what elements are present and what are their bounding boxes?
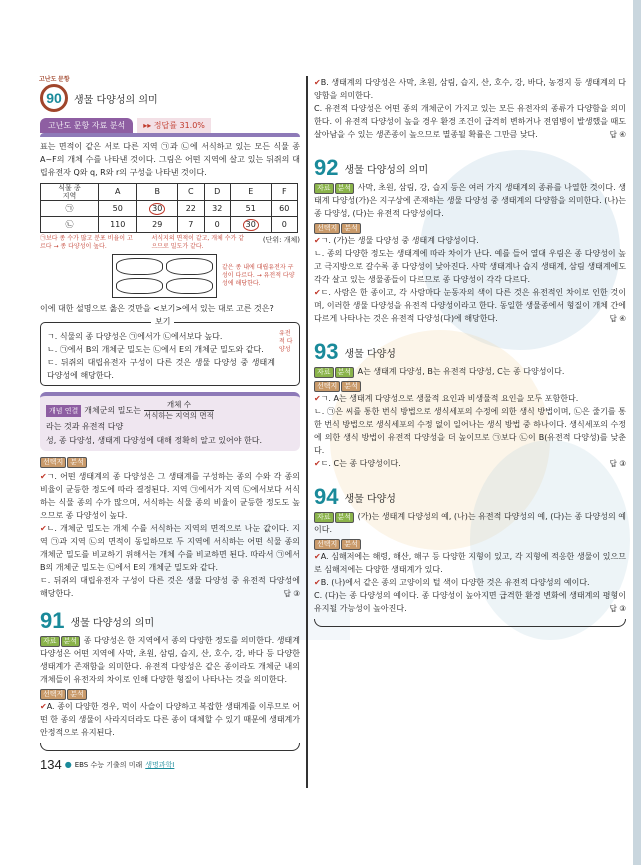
- question-stem: 표는 면적이 같은 서로 다른 지역 ㉠과 ㉡에 서식하고 있는 모든 식물 종 A~F의 개체 수를 나타낸 것이다. 그림은 어떤 지역에 살고 있는 뒤쥐의 대립유전자 Q와 q, R와 r의 구성을 나타낸 것이다.: [40, 142, 300, 177]
- shrew-icon: [166, 278, 213, 295]
- footer: 134 ● EBS 수능 기출의 미래 생명과학Ⅰ: [40, 757, 175, 772]
- question-92: 92 생물 다양성의 의미 자료 분석 사막, 초원, 삼림, 강, 습지 등은 여러 가지 생태계의 종류를 나열한 것이다. 생태계 다양성(가)은 지구상에 존재하는 생물 다양성 중 생태계의 다양함을 의미한다. (나)는 종 다양성, (다)는 유전적 다양성이다. 선택지 분석 ✔ㄱ. (가)는 생물 다양성 중 생태계 다양성이다. ㄴ. 종의 다양한 정도는 생태계에 따라 차이가 난다. 예를 들어 열대 우림은 종 다양성이 높고 극지방으로 갈수록 종 다양성이 낮아진다. 사막 생태계나 습지 생태계, 삼림 생태계에도 각각 살고 있는 생물종들이 다르므로 종 다양성이 각각 다르다. ✔ㄷ. 사람은 한 종이고, 각 사람마다 눈동자의 색이 다른 것은 유전적인 차이로 인한 것이며, 이러한 생물 다양성을 유전적 다양성이라고 한다. 동일한 생물종에서 형질이 개체 간에 다르게 나타나는 것은 유전적 다양성(다)에 해당한다. 답 ④: [314, 155, 626, 323]
- bogi-item: ㄴ. ㉠에서 B의 개체군 밀도는 ㉡에서 E의 개체군 밀도와 같다.: [47, 345, 264, 354]
- bogi-item: ㄷ. 뒤쥐의 대립유전자 구성이 다른 것은 생물 다양성 중 생태계 다양성에 해당한다.: [47, 358, 275, 380]
- choice-explanation: ✔A. 심해저에는 해령, 해산, 해구 등 다양한 지형이 있고, 각 지형에 적응한 생물이 있으므로 심해저에는 다양한 생태계가 있다.: [314, 552, 626, 574]
- choice-explanation: ✔ㄱ. 어떤 생태계의 종 다양성은 그 생태계를 구성하는 종의 수와 각 종의 비율이 균등한 정도에 따라 결정된다. 지역 ㉠에서가 지역 ㉡에서보다 서식하는 식물 종의 수가 많으며, 서식하는 식물 종의 비율이 균등한 정도도 높으므로 종 다양성이 높다.: [40, 472, 300, 520]
- question-prompt: 이에 대한 설명으로 옳은 것만을 <보기>에서 있는 대로 고른 것은?: [40, 304, 274, 313]
- annotation: 같은 종 내에 대립유전자 구성이 다르다. → 유전적 다양성에 해당한다.: [222, 264, 295, 287]
- concept-tip-box: 개념 연결 개체군의 밀도는 개체 수 서식하는 지역의 면적 라는 것과 유전적 다양 성, 종 다양성, 생태계 다양성에 대해 정확히 알고 있어야 한다.: [40, 392, 300, 451]
- question-number-badge: 90 고난도 문항: [40, 84, 68, 112]
- shrew-icon: [116, 258, 163, 275]
- answer: 답 ③: [609, 604, 626, 613]
- choice-explanation: ✔B. (나)에서 같은 종의 고양이의 털 색이 다양한 것은 유전적 다양성의 예이다.: [314, 578, 590, 587]
- answer: 답 ④: [609, 130, 626, 139]
- data-analysis: 자료 분석 (가)는 생태계 다양성의 예, (나)는 유전적 다양성의 예, (다)는 종 다양성의 예이다.: [314, 512, 626, 534]
- right-column: [314, 76, 626, 627]
- table-row: ㉡ 110 29 7 0 30 0: [41, 217, 298, 233]
- question-title: 생물 다양성의 의미: [74, 95, 158, 106]
- difficulty-badge: 고난도 문항: [39, 77, 70, 83]
- table-row: ㉠ 50 30 22 32 51 60: [41, 201, 298, 217]
- column-divider: [306, 76, 308, 788]
- bogi-box: [40, 317, 300, 386]
- annotation: ㉠보다 종 수가 많고 분포 비율이 고르다 → 종 다양성이 높다.: [40, 235, 133, 250]
- question-90: 90 고난도 문항 생물 다양성의 의미 고난도 문항 자료 분석 ▸▸ 정답률 31.0% 표는 면적이 같은 서로 다른 지역 ㉠과 ㉡에 서식하고 있는 모든 식물 종 A~F의 개체 수를 나타낸 것이다. 그림은 어떤 지역에 살고 있는 뒤쥐의 대립유전자 Q와 q, R와 r의 구성을 나타낸 것이다. 식물 종 지역 A B C D E F ㉠ 50 30 22 32 51 60 ㉡ 110 29 7 0 30 0 ㉠보다 종 수가 많고 분포 비율이 고르다 → 종 다양성이 높다. 서식지의 면적이 같고, 개체 수가 같으므로 밀도가 같다. (단위: 개체) 같은 종 내에 대립유전자 구성이 다르다. → 유전적 다양성에 해당한다. 이에 대한 설명으로 옳은 것만을 <보기>에서 있는 대로 고른 것은? 보기 ㄱ. 식물의 종 다양성은 ㉠에서가 ㉡에서보다 높다. ㄴ. ㉠에서 B의 개체군 밀도는 ㉡에서 E의 개체군 밀도와 같다. ㄷ. 뒤쥐의 대립유전자 구성이 다른 것은 생물 다양성 중 생태계 다양성에 해당한다. 유전적 다양성 개념 연결 개체군의 밀도는 개체 수 서식하는 지역의 면적 라는 것과 유전적 다양 성, 종 다양성, 생태계 다양성에 대해 정확히 알고 있어야 한다. 선택지 분석 ✔ㄱ. 어떤 생태계의 종 다양성은 그 생태계를 구성하는 종의 수와 각 종의 비율이 균등한 정도에 따라 결정된다. 지역 ㉠에서가 지역 ㉡에서보다 서식하는 식물 종의 수가 많으며, 서식하는 식물 종의 비율이 균등한 정도도 높으므로 종 다양성이 높다. ✔ㄴ. 개체군 밀도는 개체 수를 서식하는 지역의 면적으로 나눈 값이다. 지역 ㉠과 지역 ㉡의 면적이 동일하므로 두 지역에 서식하는 어떤 식물 종의 개체군 밀도를 비교하기 위해서는 개체 수를 비교하면 된다. 따라서 ㉠에서 B의 개체군 밀도는 ㉡에서 E의 개체군 밀도와 같다. ㄷ. 뒤쥐의 대립유전자 구성이 다른 것은 생물 다양성 중 유전적 다양성에 해당한다. 답 ③: [39, 77, 300, 598]
- choice-explanation: ✔ㄱ. A는 생태계 다양성으로 생물적 요인과 비생물적 요인을 모두 포함한다.: [314, 394, 579, 403]
- check-icon: ✔: [314, 288, 321, 297]
- data-analysis: 자료 분석 종 다양성은 한 지역에서 종의 다양한 정도를 의미한다. 생태계 다양성은 어떤 지역에 사막, 초원, 삼림, 습지, 산, 호수, 강, 바다 등 다양한 생태계가 존재함을 의미한다. 유전적 다양성은 같은 종이라도 개체군 내의 개체들이 유전자의 차이로 인해 다양한 형질이 나타나는 것을 의미한다.: [40, 636, 300, 684]
- page-number: 134: [40, 757, 62, 772]
- choice-explanation: ✔ㄷ. 사람은 한 종이고, 각 사람마다 눈동자의 색이 다른 것은 유전적인 차이로 인한 것이며, 이러한 생물 다양성을 유전적 다양성이라고 한다. 동일한 생물종에서 형질이 개체 간에 다르게 나타나는 것은 유전적 다양성(다)에 해당한다. 답 ④: [314, 288, 626, 323]
- bogi-item: ㄱ. 식물의 종 다양성은 ㉠에서가 ㉡에서보다 높다.: [47, 332, 223, 341]
- choice-explanation: ㄴ. ㉠은 씨를 통한 번식 방법으로 생식세포의 수정에 의한 생식 방법이며, ㉡은 줄기를 통한 번식 방법으로 생식세포의 수정 없이 일어나는 생식 방법 중 하나이다. 생식세포의 수정에 의한 생식 방법이 유전적 다양성을 더 높이므로 ㉠보다 ㉡이 B(유전적 다양성)를 낮춘다.: [314, 407, 626, 455]
- data-table: 식물 종 지역 A B C D E F ㉠ 50 30 22 32 51 60 ㉡ 110 29 7 0 30 0: [40, 183, 298, 233]
- data-analysis: 자료 분석 A는 생태계 다양성, B는 유전적 다양성, C는 종 다양성이다.: [314, 365, 626, 378]
- page-edge-strip: [633, 0, 641, 865]
- tip-label: 개념 연결: [46, 405, 81, 417]
- check-icon: ✔: [40, 524, 47, 533]
- check-icon: ✔: [40, 472, 47, 481]
- choice-explanation: ㄷ. 뒤쥐의 대립유전자 구성이 다른 것은 생물 다양성 중 유전적 다양성에 해당한다. 답 ③: [40, 576, 300, 598]
- choice-explanation: C. 유전적 다양성은 어떤 종의 개체군이 가지고 있는 모든 유전자의 종류가 다양함을 의미한다. 이 유전적 다양성이 높을 경우 환경 조건이 급격히 변하거나 전염병이 발생했을 때도 살아남을 수 있는 생존종이 높으므로 멸종될 확률은 그만큼 낮다. 답 ④: [314, 104, 626, 139]
- question-93: 93 생물 다양성 자료 분석 A는 생태계 다양성, B는 유전적 다양성, C는 종 다양성이다. 선택지 분석 ✔ㄱ. A는 생태계 다양성으로 생물적 요인과 비생물적 요인을 모두 포함한다. ㄴ. ㉠은 씨를 통한 번식 방법으로 생식세포의 수정에 의한 생식 방법이며, ㉡은 줄기를 통한 번식 방법으로 생식세포의 수정 없이 일어나는 생식 방법 중 하나이다. 생식세포의 수정에 의한 생식 방법이 유전적 다양성을 더 높이므로 ㉠보다 ㉡이 B(유전적 다양성)를 낮춘다. ✔ㄷ. C는 종 다양성이다. 답 ③: [314, 339, 626, 468]
- left-column: [40, 74, 300, 772]
- choice-explanation: ✔ㄷ. C는 종 다양성이다. 답 ③: [314, 459, 626, 468]
- check-icon: ✔: [314, 578, 321, 587]
- right-column-bottom-border: [314, 619, 626, 627]
- answer: 답 ③: [283, 589, 300, 598]
- annotation: 서식지의 면적이 같고, 개체 수가 같으므로 밀도가 같다.: [151, 235, 245, 250]
- bullet-icon: ●: [64, 760, 72, 769]
- answer: 답 ③: [609, 459, 626, 468]
- analysis-tab: 고난도 문항 자료 분석: [40, 118, 133, 133]
- choice-explanation: ✔A. 종이 다양한 경우, 먹이 사슬이 다양하고 복잡한 생태계를 이루므로 어떤 한 종의 생물이 사라지더라도 다른 종이 대체할 수 있기 때문에 생태계가 안정적으로 유지된다.: [40, 702, 300, 737]
- check-icon: ✔: [314, 236, 321, 245]
- shrew-figure: [112, 254, 217, 298]
- choice-explanation: ✔B. 생태계의 다양성은 사막, 초원, 삼림, 습지, 산, 호수, 강, 바다, 농경지 등 생태계의 다양함을 의미한다.: [314, 78, 626, 100]
- shrew-icon: [166, 258, 213, 275]
- shrew-icon: [116, 278, 163, 295]
- answer: 답 ④: [609, 314, 626, 323]
- check-icon: ✔: [314, 78, 321, 87]
- annotation: 유전적 다양성: [279, 330, 293, 353]
- question-91-continued: [314, 76, 626, 141]
- data-analysis: 자료 분석 사막, 초원, 삼림, 강, 습지 등은 여러 가지 생태계의 종류를 나열한 것이다. 생태계 다양성(가)은 지구상에 존재하는 생물 다양성 중 생태계의 다양함을 의미한다. (나)는 종 다양성, (다)는 유전적 다양성이다.: [314, 183, 626, 218]
- choice-explanation: C. (다)는 종 다양성의 예이다. 종 다양성이 높아지면 급격한 환경 변화에 생태계의 평형이 유지될 가능성이 높아진다. 답 ③: [314, 591, 626, 613]
- correct-rate: ▸▸ 정답률 31.0%: [137, 118, 211, 133]
- choice-explanation: ✔ㄴ. 개체군 밀도는 개체 수를 서식하는 지역의 면적으로 나눈 값이다. 지역 ㉠과 지역 ㉡의 면적이 동일하므로 두 지역에 서식하는 어떤 식물 종의 개체군 밀도를 비교하기 위해서는 개체 수를 비교하면 된다. 따라서 ㉠에서 B의 개체군 밀도는 ㉡에서 E의 개체군 밀도와 같다.: [40, 524, 300, 572]
- check-icon: ✔: [314, 459, 321, 468]
- choice-explanation: ✔ㄱ. (가)는 생물 다양성 중 생태계 다양성이다.: [314, 236, 479, 245]
- density-fraction: 개체 수 서식하는 지역의 면적: [143, 400, 214, 420]
- check-icon: ✔: [314, 552, 321, 561]
- bogi-title: 보기: [151, 317, 174, 327]
- choice-explanation: ㄴ. 종의 다양한 정도는 생태계에 따라 차이가 난다. 예를 들어 열대 우림은 종 다양성이 높고 극지방으로 갈수록 종 다양성이 낮아진다. 사막 생태계나 습지 생태계, 삼림 생태계에도 각각 살고 있는 생물종들이 다르므로 종 다양성이 각각 다르다.: [314, 249, 626, 284]
- left-column-bottom-border: [40, 743, 300, 751]
- check-icon: ✔: [40, 702, 47, 711]
- table-unit: (단위: 개체): [262, 236, 300, 244]
- question-91: 91 생물 다양성의 의미 자료 분석 종 다양성은 한 지역에서 종의 다양한 정도를 의미한다. 생태계 다양성은 어떤 지역에 사막, 초원, 삼림, 습지, 산, 호수, 강, 바다 등 다양한 생태계가 존재함을 의미한다. 유전적 다양성은 같은 종이라도 개체군 내의 개체들이 유전자의 차이로 인해 다양한 형질이 나타나는 것을 의미한다. 선택지 분석 ✔A. 종이 다양한 경우, 먹이 사슬이 다양하고 복잡한 생태계를 이루므로 어떤 한 종의 생물이 사라지더라도 다른 종이 대체할 수 있기 때문에 생태계가 안정적으로 유지된다.: [40, 608, 300, 737]
- check-icon: ✔: [314, 394, 321, 403]
- question-94: 94 생물 다양성 자료 분석 (가)는 생태계 다양성의 예, (나)는 유전적 다양성의 예, (다)는 종 다양성의 예이다. 선택지 분석 ✔A. 심해저에는 해령, 해산, 해구 등 다양한 지형이 있고, 각 지형에 적응한 생물이 있으므로 심해저에는 다양한 생태계가 있다. ✔B. (나)에서 같은 종의 고양이의 털 색이 다양한 것은 유전적 다양성의 예이다. C. (다)는 종 다양성의 예이다. 종 다양성이 높아지면 급격한 환경 변화에 생태계의 평형이 유지될 가능성이 높아진다. 답 ③: [314, 484, 626, 613]
